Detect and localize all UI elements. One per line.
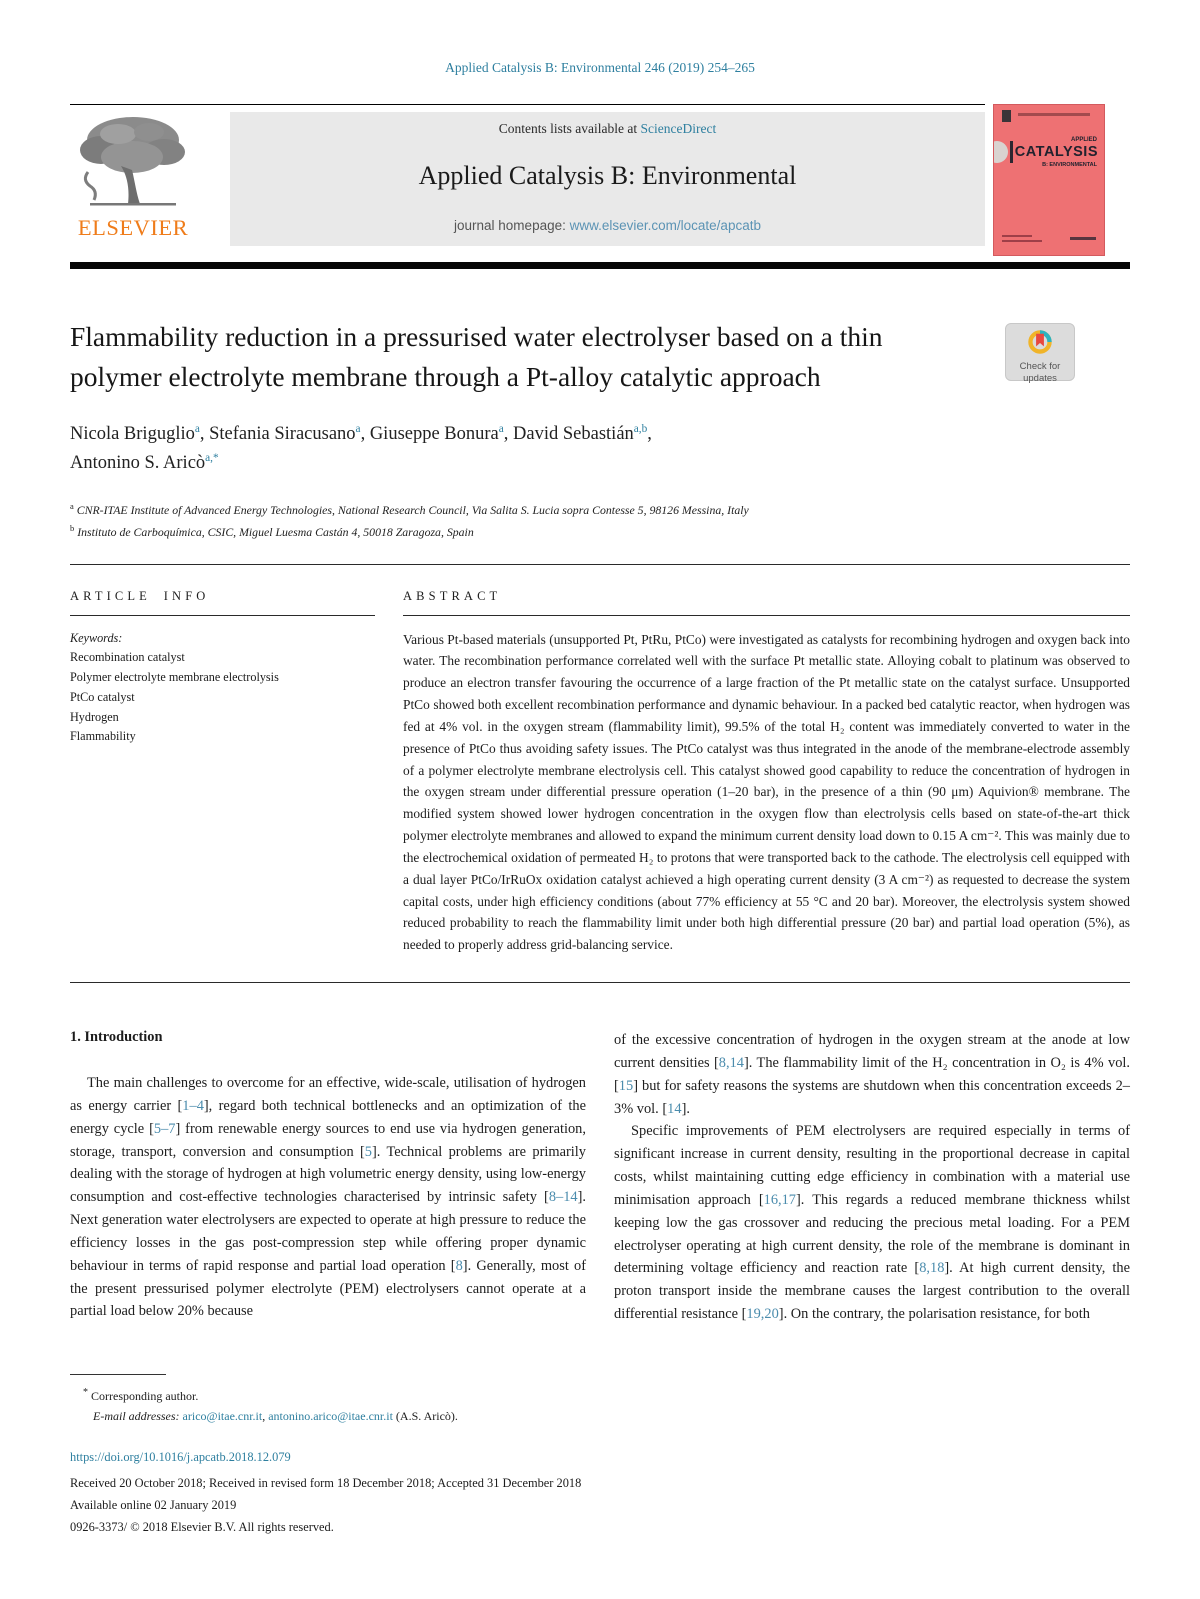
cover-title: CATALYSIS xyxy=(1014,144,1098,160)
header-divider-bar xyxy=(70,262,1130,269)
keywords-label: Keywords: xyxy=(70,630,123,645)
check-for-updates-badge[interactable] xyxy=(1005,323,1075,384)
reference-link[interactable]: 1–4 xyxy=(182,1097,204,1114)
heading-rule xyxy=(403,615,1130,616)
affiliation-text: CNR-ITAE Institute of Advanced Energy Technologies, National Research Council, Via Salita S. Lucia sopra Contesse 5, 98126 Messina, Italy xyxy=(76,503,749,518)
author-name: Antonino S. Aricò xyxy=(70,452,206,473)
email-separator: , xyxy=(262,1408,266,1423)
homepage-label: journal homepage: xyxy=(454,218,566,233)
homepage-link[interactable]: www.elsevier.com/locate/apcatb xyxy=(569,218,761,233)
affiliation-text: Instituto de Carboquímica, CSIC, Miguel Luesma Castán 4, 50018 Zaragoza, Spain xyxy=(77,525,474,540)
article-page xyxy=(70,0,1130,1538)
email-label: E-mail addresses: xyxy=(93,1408,180,1423)
contents-available-text: Contents lists available at xyxy=(498,121,638,136)
reference-link[interactable]: 8,18 xyxy=(919,1260,945,1277)
cover-bar xyxy=(1010,141,1013,163)
cover-bottom-text xyxy=(1002,240,1042,243)
author-name: Giuseppe Bonura xyxy=(369,423,499,444)
reference-link[interactable]: 19,20 xyxy=(746,1306,779,1323)
section-divider xyxy=(70,982,1130,983)
reference-link[interactable]: 5–7 xyxy=(153,1120,176,1137)
keyword: Flammability xyxy=(70,729,136,744)
cover-top-text xyxy=(1018,113,1090,116)
reference-link[interactable]: 5 xyxy=(364,1143,372,1160)
running-head-citation: Applied Catalysis B: Environmental 246 (2019) 254–265 xyxy=(445,60,755,75)
affiliations xyxy=(70,499,1130,543)
keyword: PtCo catalyst xyxy=(70,689,135,704)
corresponding-author-note: Corresponding author. xyxy=(91,1388,199,1403)
intro-paragraph: The main challenges to overcome for an effective, wide-scale, utilisation of hydrogen as energy carrier [1–4], regard both technical bottlenecks and an optimization of the energy cycle [5–7] from renewable energy sources to end use via hydrogen generation, storage, transport, conversion and consumption [5]. Technical problems are primarily dealing with the storage of hydrogen at high volumetric energy density, using low-energy consumption and cost-effective technologies characterised by intrinsic safety [8–14]. Next generation water electrolysers are expected to operate at high pressure to reduce the efficiency losses in the gas post-compression step while offering proper dynamic behaviour in terms of rapid response and partial load operation [8]. Generally, most of the present pressurised polymer electrolyte (PEM) electrolysers cannot operate at a partial load below 20% because xyxy=(70,1075,586,1320)
article-history xyxy=(70,1472,1130,1538)
cover-circle-logo xyxy=(993,141,1008,163)
cover-bottom-text xyxy=(1002,235,1032,238)
author-name: Stefania Siracusano xyxy=(209,423,356,444)
author-separator: , xyxy=(199,423,205,444)
paper-title: Flammability reduction in a pressurised water electrolyser based on a thin polymer electrolyte membrane through a Pt-alloy catalytic approach xyxy=(70,321,883,393)
elsevier-wordmark: ELSEVIER xyxy=(77,215,189,240)
journal-banner xyxy=(230,112,985,246)
author-affiliation-mark: a,* xyxy=(205,451,219,464)
author-name: Nicola Briguglio xyxy=(70,423,195,444)
journal-title: Applied Catalysis B: Environmental xyxy=(418,161,797,190)
author-separator: , xyxy=(360,423,366,444)
affiliation-mark: b xyxy=(70,523,75,534)
issn-copyright: 0926-3373/ © 2018 Elsevier B.V. All rights reserved. xyxy=(70,1520,334,1535)
reference-link[interactable]: 8,14 xyxy=(718,1054,744,1071)
author-separator: , xyxy=(647,423,652,444)
keyword: Hydrogen xyxy=(70,709,119,724)
email-link[interactable]: arico@itae.cnr.it xyxy=(182,1408,263,1423)
email-suffix: (A.S. Aricò). xyxy=(395,1408,458,1423)
reference-link[interactable]: 15 xyxy=(618,1077,634,1094)
heading-rule xyxy=(70,615,375,616)
journal-header xyxy=(70,104,1130,256)
author-affiliation-mark: a xyxy=(498,422,504,435)
author-separator: , xyxy=(503,423,509,444)
elsevier-tree-icon xyxy=(74,112,192,208)
journal-cover xyxy=(993,104,1105,256)
check-updates-label: Check for updates xyxy=(1019,361,1061,384)
available-online: Available online 02 January 2019 xyxy=(70,1498,237,1512)
authors-line xyxy=(70,420,1130,477)
author-affiliation-mark: a,b xyxy=(633,422,648,435)
intro-paragraph: of the excessive concentration of hydrogen in the oxygen stream at the anode at low current densities [8,14]. The flammability limit of the H₂ concentration in O₂ is 4% vol. [15] but for safety reasons the systems are shutdown when this concentration exceeds 2–3% vol. [14]. xyxy=(614,1032,1130,1117)
article-info-heading: ARTICLE INFO xyxy=(70,588,210,603)
affiliation-mark: a xyxy=(70,501,74,512)
keyword: Polymer electrolyte membrane electrolysis xyxy=(70,670,279,685)
abstract-text: Various Pt-based materials (unsupported Pt, PtRu, PtCo) were investigated as catalysts for recombining hydrogen and oxygen back into water. The recombination performance correlated well with the surface Pt metallic state. Alloying cobalt to platinum was observed to produce an electron transfer favouring the occurrence of a large fraction of the Pt metallic state on the catalyst surface. Unsupported PtCo showed both excellent recombination performance and dynamic behaviour. In a packed bed catalytic reactor, when hydrogen was fed at 4% vol. in the oxygen stream (flammability limit), 99.5% of the total H₂ content was immediately converted to water in the presence of PtCo thus avoiding safety issues. The PtCo catalyst was thus integrated in the anode of the membrane-electrode assembly of a polymer electrolyte membrane electrolysis cell. This catalyst showed good capability to reduce the concentration of hydrogen in the oxygen stream under differential pressure operation (1–20 bar), in the presence of a thin (90 μm) Aquivion® membrane. The modified system showed lower hydrogen concentration in the oxygen flow than electrolysis cells based on state-of-the-art thick polymer electrolyte membranes and allowed to expand the minimum current density load down to 0.15 A cm⁻². This was mainly due to the electrochemical oxidation of permeated H₂ to protons that were transported back to the cathode. The electrolysis cell equipped with a dual layer PtCo/IrRuOx oxidation catalyst achieved a high operating current density (3 A cm⁻²) as requested to decrease the system capital costs, under high efficiency conditions (about 77% efficiency at 55 °C and 20 bar). Moreover, the electrolysis system showed reduced probability to reach the flammability limit under both high differential pressure (20 bar) and partial load operation (5%), as needed to properly address grid-balancing service. xyxy=(403,631,1130,953)
keyword: Recombination catalyst xyxy=(70,650,185,665)
intro-paragraph: Specific improvements of PEM electrolysers are required especially in terms of significant increase in current density, resulting in the proportional decrease in capital costs, whilst maintaining cutting edge efficiency in combination with a material use minimisation approach [16,17]. This regards a reduced membrane thickness whilst keeping low the gas crossover and reducing the precious metal loading. For a PEM electrolyser operating at high current density, the role of the membrane is dominant in determining voltage efficiency and reaction rate [8,18]. At high current density, the proton transport inside the membrane causes the largest contribution to the overall differential resistance [19,20]. On the contrary, the polarisation resistance, for both xyxy=(614,1123,1130,1323)
cover-sciencedirect-mark xyxy=(1070,237,1096,240)
reference-link[interactable]: 8 xyxy=(455,1257,463,1274)
reference-link[interactable]: 16,17 xyxy=(763,1191,797,1208)
footnote-rule xyxy=(70,1374,166,1375)
elsevier-logo[interactable] xyxy=(70,112,196,246)
reference-link[interactable]: 8–14 xyxy=(548,1189,578,1206)
abstract-heading: ABSTRACT xyxy=(403,588,502,603)
abstract-column xyxy=(403,589,1130,957)
footnote-star: * xyxy=(83,1386,88,1398)
doi-link[interactable]: https://doi.org/10.1016/j.apcatb.2018.12.079 xyxy=(70,1449,291,1464)
received-dates: Received 20 October 2018; Received in revised form 18 December 2018; Accepted 31 December 2018 xyxy=(70,1475,582,1490)
check-updates-icon xyxy=(1027,329,1053,355)
body-column-left xyxy=(70,1029,586,1326)
author-affiliation-mark: a xyxy=(355,422,361,435)
author-name: David Sebastián xyxy=(513,423,634,444)
body-column-right xyxy=(614,1029,1130,1326)
affiliation-a xyxy=(70,499,1130,521)
sciencedirect-link[interactable]: ScienceDirect xyxy=(640,121,717,136)
article-info-column xyxy=(70,589,375,957)
email-link[interactable]: antonino.arico@itae.cnr.it xyxy=(268,1408,393,1423)
section-heading: 1. Introduction xyxy=(70,1029,163,1046)
footnote-block xyxy=(70,1374,1130,1424)
reference-link[interactable]: 14 xyxy=(667,1100,682,1117)
affiliation-b xyxy=(70,521,1130,543)
header-main xyxy=(70,104,985,246)
cover-emblem xyxy=(1002,110,1011,122)
cover-applied-label: APPLIED xyxy=(1070,137,1097,143)
cover-subtitle: B: ENVIRONMENTAL xyxy=(1042,162,1097,168)
author-affiliation-mark: a xyxy=(194,422,200,435)
